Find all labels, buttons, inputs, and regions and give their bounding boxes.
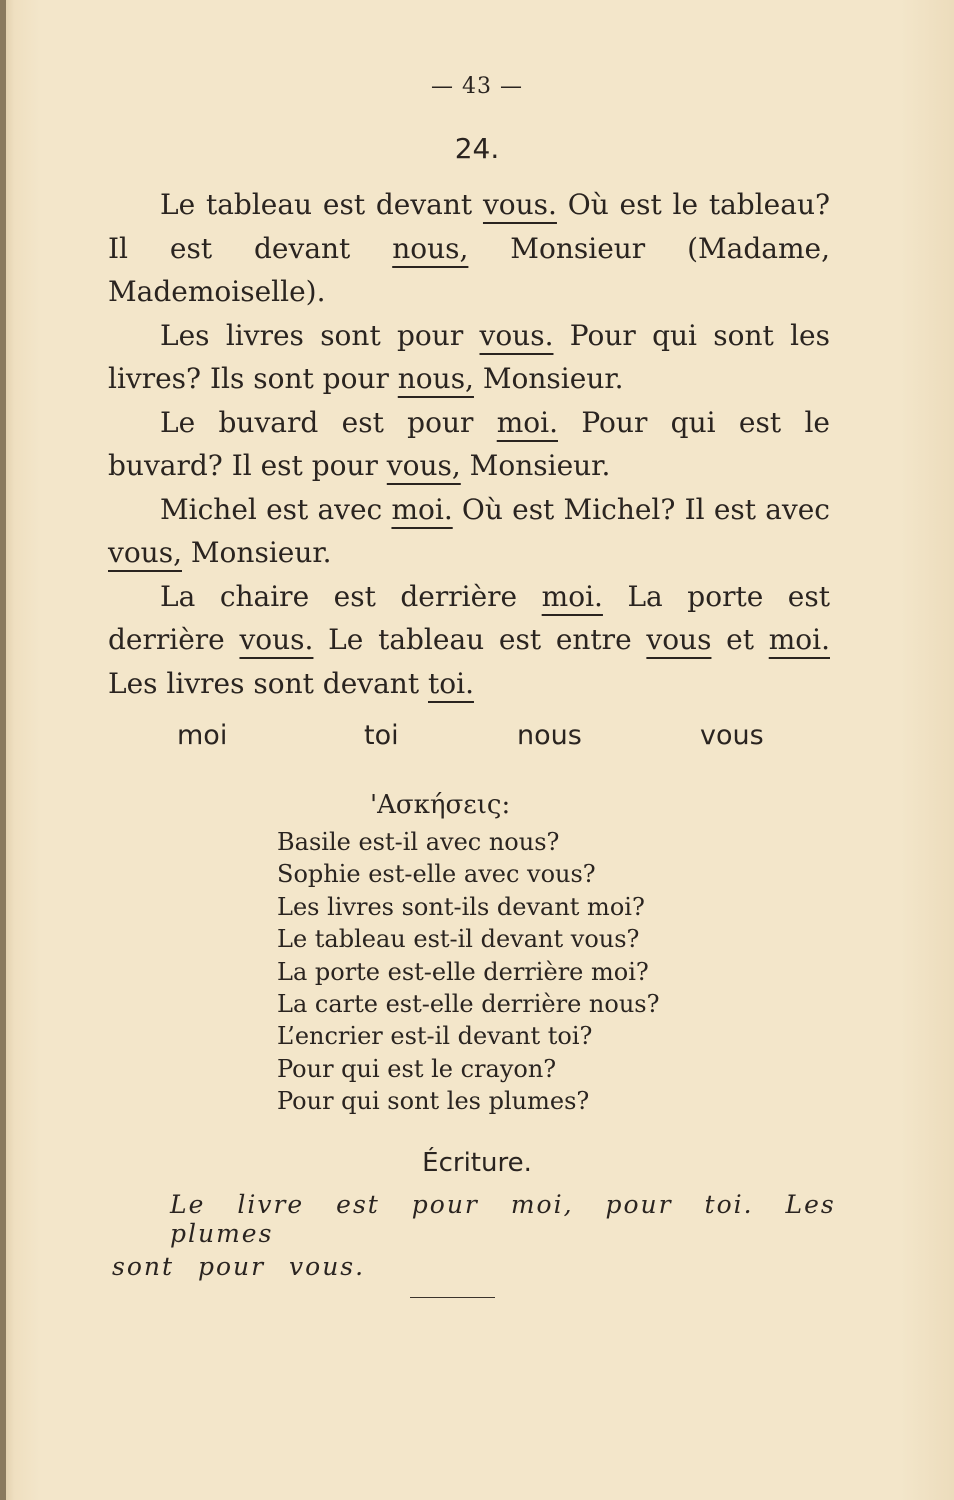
paragraph-3: Le buvard est pour moi. Pour qui est le buvard? Il est pour vous, Monsieur. [108,405,830,482]
handwriting-line-2: sont pour vous. [112,1252,366,1281]
underlined-pronoun: moi. [541,579,603,613]
paragraph-2: Les livres sont pour vous. Pour qui sont les livres? Ils sont pour nous, Monsieur. [108,318,830,395]
exercises-title: 'Ασκήσεις: [370,790,511,820]
end-rule [410,1297,495,1298]
exercise-item: Les livres sont-ils devant moi? [277,892,645,921]
underlined-pronoun: vous. [479,318,554,352]
pronoun-moi: moi [177,720,228,751]
page-number: — 43 — [431,74,523,99]
pronoun-toi: toi [364,720,399,751]
exercise-item: Basile est-il avec nous? [277,828,560,856]
writing-title: Écriture. [422,1148,532,1178]
underlined-pronoun: moi. [768,623,830,656]
lesson-text [108,183,830,705]
underlined-pronoun: toi. [428,666,474,700]
underlined-pronoun: vous. [482,188,557,221]
exercise-item: La porte est-elle derrière moi? [277,957,649,986]
paragraph-1: Le tableau est devant vous. Où est le tableau? Il est devant nous, Monsieur (Madame, Mademoiselle). [108,188,830,308]
exercise-item: Pour qui est le crayon? [277,1054,557,1083]
underlined-pronoun: vous, [108,536,182,569]
underlined-pronoun: vous [646,623,712,656]
lesson-number: 24. [454,132,500,165]
exercise-item: La carte est-elle derrière nous? [277,990,660,1019]
underlined-pronoun: nous, [392,231,469,265]
underlined-pronoun: nous, [397,362,474,395]
handwriting-line-1: Le livre est pour moi, pour toi. Les plumes [170,1190,836,1248]
exercise-item: Le tableau est-il devant vous? [277,925,640,954]
exercise-item: L’encrier est-il devant toi? [277,1022,593,1051]
paragraph-5: La chaire est derrière moi. La porte est derrière vous. Le tableau est entre vous et moi. Les livres sont devant toi. [108,579,830,700]
exercise-item: Sophie est-elle avec vous? [277,860,596,889]
exercise-item: Pour qui sont les plumes? [277,1087,590,1116]
exercise-list [277,826,659,1118]
underlined-pronoun: vous, [386,449,461,482]
underlined-pronoun: vous. [239,623,314,656]
underlined-pronoun: moi. [391,492,453,526]
paragraph-4: Michel est avec moi. Où est Michel? Il est avec vous, Monsieur. [108,492,830,569]
pronoun-nous: nous [517,720,582,751]
pronoun-list [0,720,954,756]
pronoun-vous: vous [700,720,764,751]
underlined-pronoun: moi. [496,405,558,439]
